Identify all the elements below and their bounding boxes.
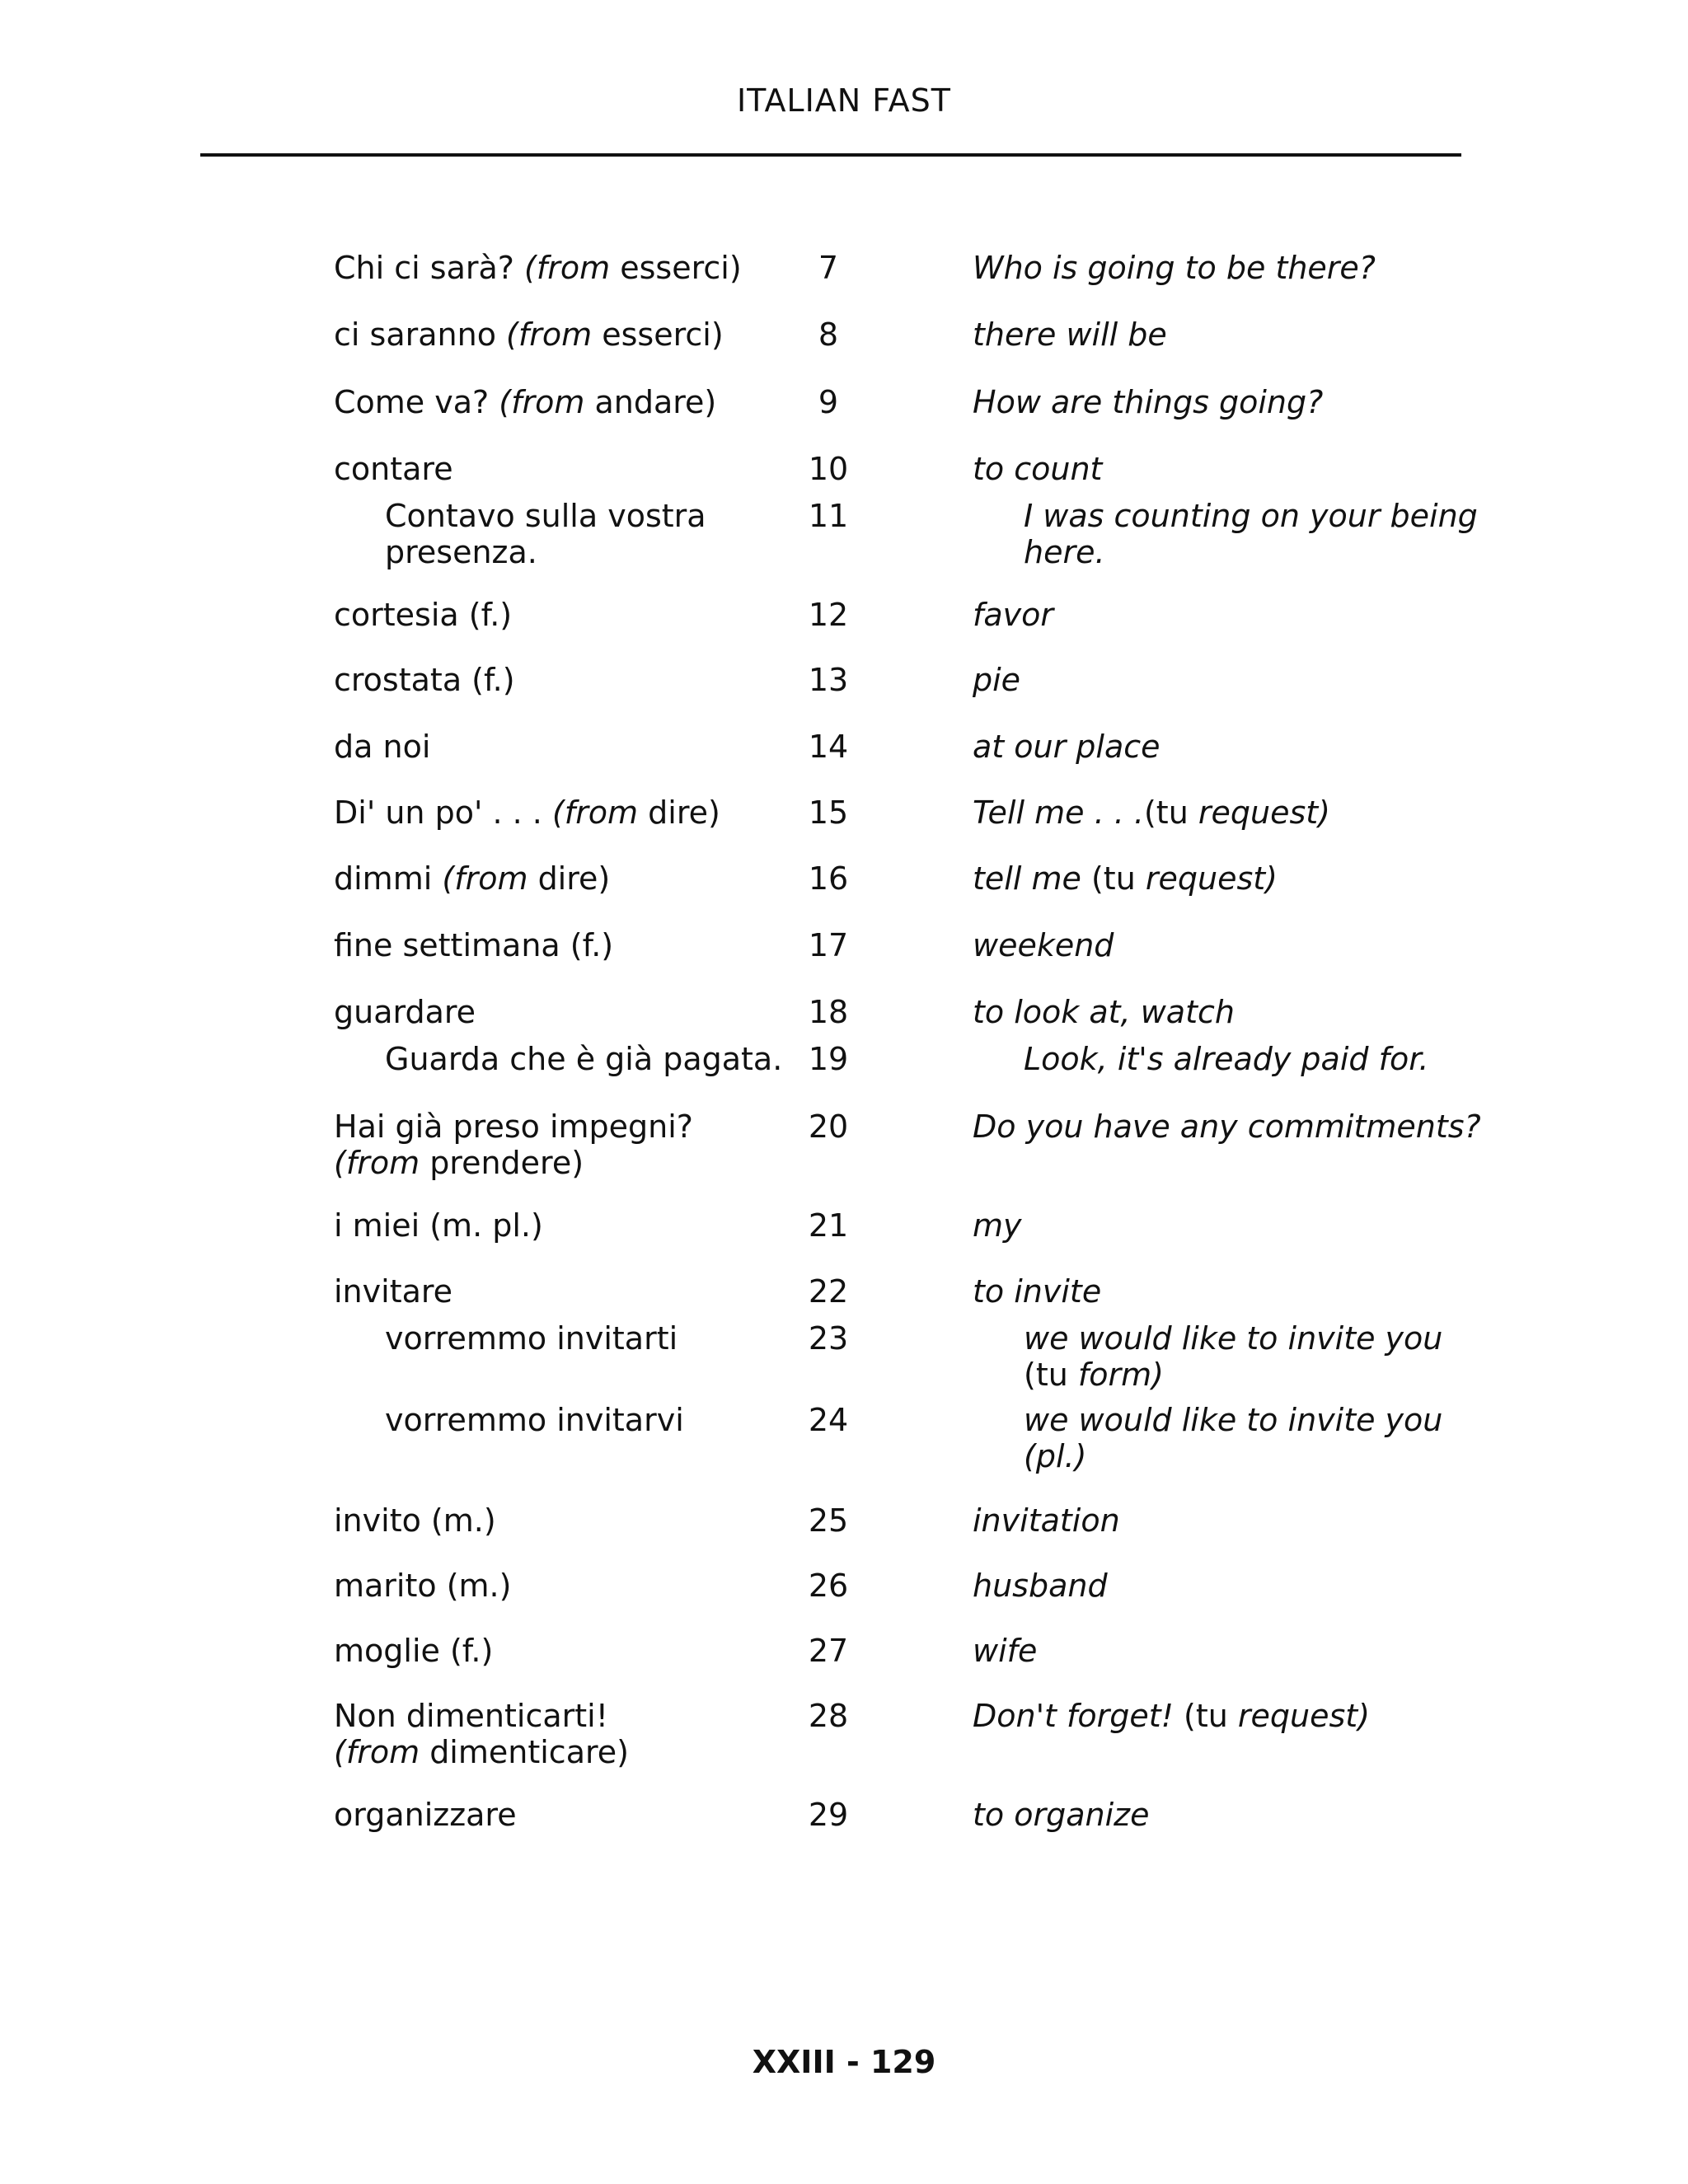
- header-rule: [200, 153, 1461, 157]
- english-translation: husband: [973, 1568, 1108, 1604]
- italian-term: cortesia (f.): [334, 597, 513, 633]
- italian-example: vorremmo invitarvi: [385, 1402, 684, 1438]
- vocab-entry: [334, 1568, 1488, 1633]
- entry-number: 21: [808, 1207, 849, 1244]
- italian-term: marito (m.): [334, 1568, 512, 1604]
- entry-number: 9: [818, 384, 839, 420]
- vocab-entry: [334, 794, 1488, 860]
- page-header: ITALIAN FAST: [736, 82, 952, 119]
- vocab-entry: [334, 1633, 1488, 1698]
- italian-example: vorremmo invitarti: [385, 1320, 678, 1357]
- entry-number: 26: [808, 1568, 849, 1604]
- vocabulary-list: [334, 250, 1488, 1838]
- vocab-entry: [334, 250, 1488, 316]
- english-translation: favor: [973, 597, 1054, 633]
- english-translation: Do you have any commitments?: [973, 1108, 1481, 1145]
- italian-term: Di' un po' . . . (from dire): [334, 794, 720, 831]
- vocab-example: [334, 498, 1488, 597]
- italian-term: i miei (m. pl.): [334, 1207, 543, 1244]
- page-number: XXIII - 129: [752, 2044, 936, 2080]
- entry-number: 11: [808, 498, 849, 534]
- entry-number: 16: [808, 860, 849, 897]
- vocab-entry: [334, 451, 1488, 498]
- english-translation: to count: [973, 451, 1103, 487]
- english-translation: weekend: [973, 927, 1114, 963]
- italian-term: fine settimana (f.): [334, 927, 614, 963]
- italian-term: invitare: [334, 1273, 453, 1310]
- english-example: we would like to invite you (pl.): [1024, 1402, 1443, 1474]
- entry-number: 14: [808, 729, 849, 765]
- entry-number: 18: [808, 994, 849, 1030]
- italian-term: organizzare: [334, 1797, 517, 1833]
- vocab-entry: [334, 1502, 1488, 1568]
- entry-number: 15: [808, 794, 849, 831]
- entry-number: 24: [808, 1402, 849, 1438]
- entry-number: 13: [808, 662, 849, 698]
- italian-example: Contavo sulla vostra presenza.: [385, 498, 706, 570]
- italian-term: Chi ci sarà? (from esserci): [334, 250, 742, 286]
- entry-number: 10: [808, 451, 849, 487]
- english-translation: How are things going?: [973, 384, 1324, 420]
- entry-number: 19: [808, 1041, 849, 1077]
- entry-number: 28: [808, 1698, 849, 1734]
- italian-term: invito (m.): [334, 1502, 496, 1539]
- vocab-entry: [334, 316, 1488, 384]
- vocab-entry: [334, 597, 1488, 662]
- italian-term: ci saranno (from esserci): [334, 316, 724, 353]
- vocab-entry: [334, 860, 1488, 927]
- vocab-entry: [334, 662, 1488, 729]
- entry-number: 22: [808, 1273, 849, 1310]
- vocab-entry: [334, 1207, 1488, 1273]
- italian-term: moglie (f.): [334, 1633, 494, 1669]
- vocab-entry: [334, 994, 1488, 1041]
- italian-term: dimmi (from dire): [334, 860, 611, 897]
- vocab-entry: [334, 927, 1488, 994]
- english-translation: Who is going to be there?: [973, 250, 1376, 286]
- entry-number: 29: [808, 1797, 849, 1833]
- vocab-entry: [334, 1273, 1488, 1320]
- english-translation: Don't forget! (tu request): [973, 1698, 1371, 1734]
- english-translation: to organize: [973, 1797, 1150, 1833]
- english-translation: to invite: [973, 1273, 1102, 1310]
- entry-number: 27: [808, 1633, 849, 1669]
- entry-number: 7: [818, 250, 839, 286]
- english-example: Look, it's already paid for.: [1024, 1041, 1429, 1077]
- vocab-example: [334, 1320, 1488, 1402]
- english-translation: there will be: [973, 316, 1167, 353]
- english-translation: to look at, watch: [973, 994, 1235, 1030]
- italian-term: da noi: [334, 729, 431, 765]
- vocab-example: [334, 1402, 1488, 1502]
- entry-number: 17: [808, 927, 849, 963]
- english-translation: at our place: [973, 729, 1160, 765]
- entry-number: 12: [808, 597, 849, 633]
- italian-term: contare: [334, 451, 453, 487]
- english-translation: wife: [973, 1633, 1038, 1669]
- vocab-entry: [334, 384, 1488, 451]
- vocab-example: [334, 1041, 1488, 1108]
- english-translation: invitation: [973, 1502, 1120, 1539]
- vocab-entry: [334, 1797, 1488, 1838]
- entry-number: 25: [808, 1502, 849, 1539]
- italian-example: Guarda che è già pagata.: [385, 1041, 783, 1077]
- vocab-entry: [334, 729, 1488, 794]
- italian-term: Hai già preso impegni? (from prendere): [334, 1108, 693, 1181]
- italian-term: crostata (f.): [334, 662, 515, 698]
- italian-term: guardare: [334, 994, 476, 1030]
- vocab-entry: [334, 1108, 1488, 1207]
- entry-number: 8: [818, 316, 839, 353]
- english-example: we would like to invite you (tu form): [1024, 1320, 1443, 1393]
- english-translation: Tell me . . .(tu request): [973, 794, 1330, 831]
- english-translation: tell me (tu request): [973, 860, 1278, 897]
- entry-number: 20: [808, 1108, 849, 1145]
- italian-term: Come va? (from andare): [334, 384, 717, 420]
- entry-number: 23: [808, 1320, 849, 1357]
- english-example: I was counting on your being here.: [1024, 498, 1478, 570]
- vocab-entry: [334, 1698, 1488, 1797]
- italian-term: Non dimenticarti! (from dimenticare): [334, 1698, 629, 1770]
- english-translation: pie: [973, 662, 1021, 698]
- english-translation: my: [973, 1207, 1022, 1244]
